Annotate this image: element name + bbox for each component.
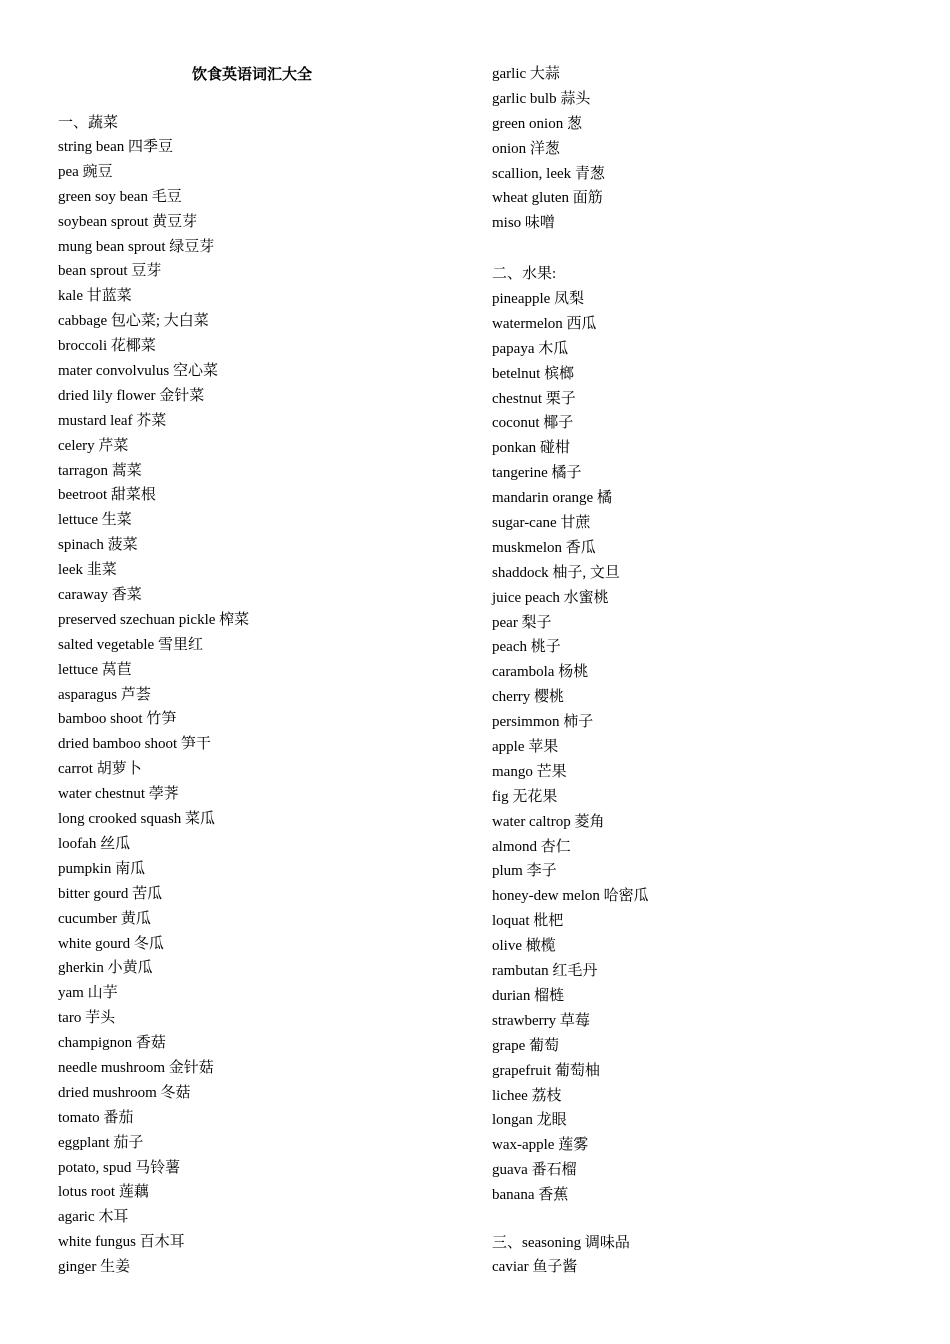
vocab-item: pear 梨子 <box>492 614 552 631</box>
vocab-item: white fungus 百木耳 <box>58 1234 185 1251</box>
vocab-item: garlic bulb 蒜头 <box>492 90 591 107</box>
vocab-item: almond 杏仁 <box>492 838 571 855</box>
vocab-item: pumpkin 南瓜 <box>58 860 146 877</box>
vocab-item: bitter gourd 苦瓜 <box>58 885 163 902</box>
vocab-item: apple 苹果 <box>492 739 559 756</box>
vocab-item: mandarin orange 橘 <box>492 490 612 507</box>
vocab-item: dried lily flower 金针菜 <box>58 387 205 404</box>
vocab-item: dried bamboo shoot 笋干 <box>58 736 211 753</box>
vocab-item: banana 香蕉 <box>492 1187 569 1204</box>
vocab-item: tarragon 蒿菜 <box>58 462 142 479</box>
document-title: 饮食英语词汇大全 <box>192 67 313 83</box>
vocab-item: dried mushroom 冬菇 <box>58 1084 191 1101</box>
vocab-item: rambutan 红毛丹 <box>492 963 598 980</box>
vocab-item: mung bean sprout 绿豆芽 <box>58 238 215 255</box>
fruits-heading: 二、水果: <box>492 266 557 282</box>
vocab-item: carrot 胡萝卜 <box>58 761 142 778</box>
vocab-item: wheat gluten 面筋 <box>492 190 603 207</box>
vocab-item: spinach 菠菜 <box>58 537 138 554</box>
vocab-item: loofah 丝瓜 <box>58 835 131 852</box>
vocab-item: mango 芒果 <box>492 763 567 780</box>
vocab-item: cherry 樱桃 <box>492 689 565 706</box>
vocab-item: water chestnut 荸荠 <box>58 786 179 803</box>
vocab-item: cabbage 包心菜; 大白菜 <box>58 313 209 330</box>
vocab-item: white gourd 冬瓜 <box>58 935 164 952</box>
vocab-item: asparagus 芦荟 <box>58 686 151 703</box>
vocab-item: kale 甘蓝菜 <box>58 288 132 305</box>
vocab-item: bean sprout 豆芽 <box>58 263 162 280</box>
vocab-item: broccoli 花椰菜 <box>58 338 156 355</box>
vocab-item: preserved szechuan pickle 榨菜 <box>58 611 250 628</box>
vocab-item: lettuce 莴苣 <box>58 661 132 678</box>
vocab-item: carambola 杨桃 <box>492 664 589 681</box>
vocab-item: miso 味噌 <box>492 215 555 232</box>
vocab-item: honey-dew melon 哈密瓜 <box>492 888 649 905</box>
vocab-item: taro 芋头 <box>58 1010 116 1027</box>
vocab-item: grape 葡萄 <box>492 1037 560 1054</box>
vocab-item: bamboo shoot 竹笋 <box>58 711 177 728</box>
vegetables-continued-list <box>492 62 605 236</box>
vocab-item: plum 李子 <box>492 863 557 880</box>
vocab-item: salted vegetable 雪里红 <box>58 636 203 653</box>
vocab-item: garlic 大蒜 <box>492 66 560 82</box>
vegetables-heading: 一、蔬菜 <box>58 115 119 131</box>
vocab-item: olive 橄榄 <box>492 938 556 955</box>
vocab-item: betelnut 槟榔 <box>492 365 575 382</box>
fruits-list <box>492 287 649 1208</box>
vocab-item: ponkan 碰柑 <box>492 440 570 457</box>
seasoning-list <box>492 1255 577 1280</box>
vocab-item: strawberry 草莓 <box>492 1012 590 1029</box>
vocab-item: ginger 生姜 <box>58 1259 131 1276</box>
vocab-item: potato, spud 马铃薯 <box>58 1159 181 1176</box>
vocab-item: coconut 椰子 <box>492 415 574 432</box>
vocab-item: caraway 香菜 <box>58 587 142 604</box>
vocab-item: caviar 鱼子酱 <box>492 1259 578 1275</box>
vocab-item: wax-apple 莲雾 <box>492 1137 589 1154</box>
seasoning-heading: 三、seasoning 调味品 <box>492 1235 630 1251</box>
vocab-item: celery 芹菜 <box>58 437 129 454</box>
vocab-item: mater convolvulus 空心菜 <box>58 363 218 380</box>
vocab-item: peach 桃子 <box>492 639 561 656</box>
vocab-item: pineapple 凤梨 <box>492 291 585 307</box>
vocab-item: scallion, leek 青葱 <box>492 165 605 182</box>
vocab-item: yam 山芋 <box>58 985 118 1002</box>
vocab-item: lettuce 生菜 <box>58 512 132 529</box>
vocab-item: water caltrop 菱角 <box>492 813 605 830</box>
vocab-item: eggplant 茄子 <box>58 1134 144 1151</box>
vocab-item: beetroot 甜菜根 <box>58 487 156 504</box>
vocab-item: soybean sprout 黄豆芽 <box>58 213 198 230</box>
vocab-item: persimmon 柿子 <box>492 714 594 731</box>
vocab-item: guava 番石榴 <box>492 1162 577 1179</box>
vocab-item: leek 韭菜 <box>58 562 117 579</box>
vocab-item: green onion 葱 <box>492 115 582 132</box>
vocab-item: cucumber 黄瓜 <box>58 910 151 927</box>
vocab-item: juice peach 水蜜桃 <box>492 589 609 606</box>
vocab-item: lichee 荔枝 <box>492 1087 562 1104</box>
vocab-item: muskmelon 香瓜 <box>492 539 596 556</box>
vocab-item: champignon 香菇 <box>58 1035 166 1052</box>
vocab-item: chestnut 栗子 <box>492 390 576 407</box>
vocab-item: sugar-cane 甘蔗 <box>492 515 591 532</box>
vocab-item: tangerine 橘子 <box>492 465 582 482</box>
vegetables-list <box>58 135 249 1280</box>
vocab-item: fig 无花果 <box>492 788 558 805</box>
vocab-item: durian 榴梿 <box>492 987 565 1004</box>
vocab-item: gherkin 小黄瓜 <box>58 960 153 977</box>
vocab-item: longan 龙眼 <box>492 1112 567 1129</box>
vocab-item: onion 洋葱 <box>492 140 560 157</box>
vocab-item: mustard leaf 芥菜 <box>58 412 167 429</box>
vocab-item: green soy bean 毛豆 <box>58 188 182 205</box>
vocab-item: tomato 番茄 <box>58 1109 134 1126</box>
vocab-item: watermelon 西瓜 <box>492 315 597 332</box>
vocab-item: long crooked squash 菜瓜 <box>58 811 216 828</box>
vocab-item: loquat 枇杷 <box>492 913 564 930</box>
vocab-item: string bean 四季豆 <box>58 139 173 155</box>
vocab-item: grapefruit 葡萄柚 <box>492 1062 600 1079</box>
vocab-item: agaric 木耳 <box>58 1209 129 1226</box>
vocab-item: lotus root 莲藕 <box>58 1184 149 1201</box>
vocab-item: needle mushroom 金针菇 <box>58 1059 214 1076</box>
vocab-item: papaya 木瓜 <box>492 340 569 357</box>
vocab-item: shaddock 柚子, 文旦 <box>492 564 620 581</box>
vocab-item: pea 豌豆 <box>58 163 113 180</box>
